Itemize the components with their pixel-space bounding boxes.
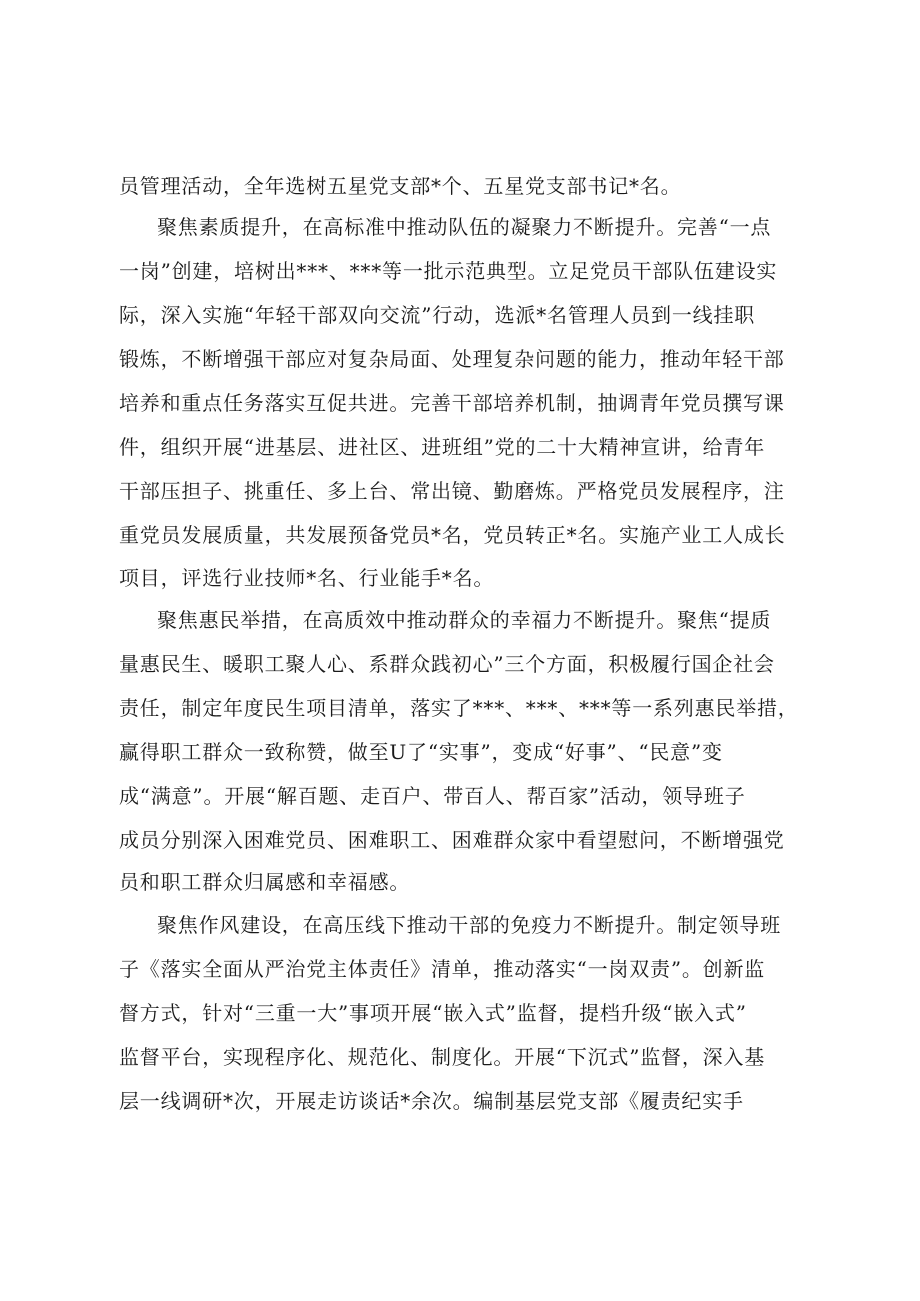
text-line: 干部压担子、挑重任、多上台、常出镜、勤磨炼。严格党员发展程序，注 (119, 479, 785, 503)
text-line: 际，深入实施“年轻干部双向交流”行动，选派*名管理人员到一线挂职 (119, 303, 756, 327)
paragraph-first-line: 聚焦素质提升，在高标准中推动队伍的凝聚力不断提升。完善“一点 (157, 215, 772, 239)
text-line: 重党员发展质量，共发展预备党员*名，党员转正*名。实施产业工人成长 (119, 523, 786, 547)
text-line: 成员分别深入困难党员、困难职工、困难群众家中看望慰问，不断增强党 (119, 828, 785, 852)
paragraph-first-line: 聚焦惠民举措，在高质效中推动群众的幸福力不断提升。聚焦“提质 (157, 608, 772, 632)
text-line: 项目，评选行业技师*名、行业能手*名。 (119, 566, 495, 590)
text-line: 锻炼，不断增强干部应对复杂局面、处理复杂问题的能力，推动年轻干部 (119, 347, 785, 371)
text-line: 赢得职工群众一致称赞，做至U了“实事”，变成“好事”、“民意”变 (119, 740, 723, 764)
text-line: 成“满意”。开展“解百题、走百户、带百人、帮百家”活动，领导班子 (119, 784, 746, 808)
text-line: 监督平台，实现程序化、规范化、制度化。开展“下沉式”监督，深入基 (119, 1045, 766, 1069)
text-line: 责任，制定年度民生项目清单，落实了***、***、***等一系列惠民举措， (119, 696, 799, 720)
text-line: 件，组织开展“进基层、进社区、进班组”党的二十大精神宣讲，给青年 (119, 435, 766, 459)
text-line: 员管理活动，全年选树五星党支部*个、五星党支部书记*名。 (119, 174, 682, 198)
text-line: 量惠民生、暖职工聚人心、系群众践初心”三个方面，积极履行国企社会 (119, 652, 775, 676)
text-line: 层一线调研*次，开展走访谈话*余次。编制基层党支部《履责纪实手 (119, 1089, 744, 1113)
paragraph-first-line: 聚焦作风建设，在高压线下推动干部的免疫力不断提升。制定领导班 (157, 913, 781, 937)
text-line: 培养和重点任务落实互促共进。完善干部培养机制，抽调青年党员撰写课 (119, 391, 785, 415)
text-line: 子《落实全面从严治党主体责任》清单，推动落实“一岗双责”。创新监 (119, 957, 766, 981)
text-line: 一岗”创建，培树出***、***等一批示范典型。立足党员干部队伍建设实 (119, 259, 778, 283)
text-line: 员和职工群众归属感和幸福感。 (119, 870, 411, 894)
text-line: 督方式，针对“三重一大”事项开展“嵌入式”监督，提档升级“嵌入式” (119, 1001, 747, 1025)
